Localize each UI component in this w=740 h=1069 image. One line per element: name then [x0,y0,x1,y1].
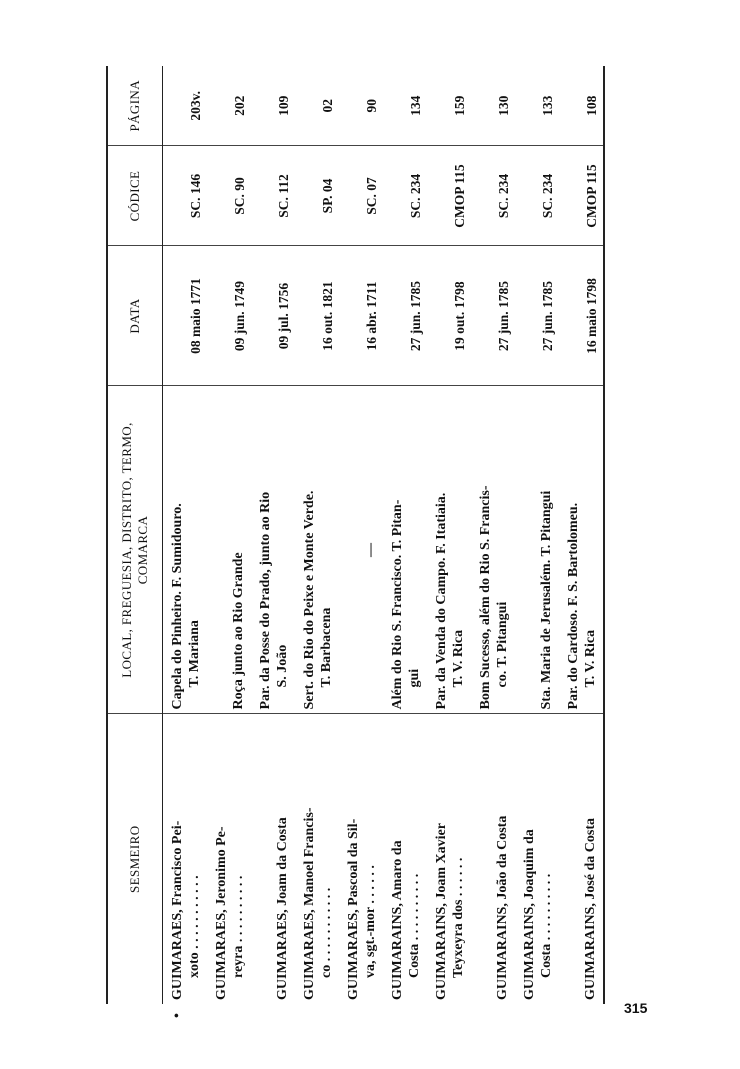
local-cell: Capela do Pinheiro. F. Sumidouro. T. Mariana [163,386,208,714]
table-row [163,66,208,1004]
date-cell: 27 jun. 1785 [471,246,515,386]
local-cell: Roça junto ao Rio Grande [207,386,251,714]
codice-cell: SC. 90 [207,146,251,246]
page-number: 315 [624,1000,648,1016]
codice-cell: CMOP 115 [427,146,471,246]
date-cell: 16 abr. 1711 [339,246,383,386]
date-cell: 09 jun. 1749 [207,246,251,386]
codice-cell: SC. 234 [383,146,427,246]
table-row [427,66,471,1004]
codice-cell: SC. 07 [339,146,383,246]
pagina-cell: 109 [251,66,295,146]
table-row [471,66,515,1004]
pagina-cell: 02 [295,66,339,146]
pagina-cell: 203v. [163,66,208,146]
pagina-cell: 130 [471,66,515,146]
header-local: LOCAL, FREGUESIA, DISTRITO, TERMO, COMARCA [107,386,163,714]
table-row [295,66,339,1004]
header-row [107,66,163,1004]
pagina-cell: 134 [383,66,427,146]
header-codice: CÓDICE [107,146,163,246]
codice-cell: SC. 112 [251,146,295,246]
date-cell: 27 jun. 1785 [383,246,427,386]
codice-cell: CMOP 115 [559,146,604,246]
codice-cell: SC. 234 [515,146,559,246]
pagina-cell: 202 [207,66,251,146]
header-sesmeiro: SESMEIRO [107,714,163,1004]
sesmeiro-cell: GUIMARAES, Joam da Costa [275,817,291,1000]
codice-cell: SC. 234 [471,146,515,246]
pagina-cell: 108 [559,66,604,146]
date-cell: 08 maio 1771 [163,246,208,386]
local-cell: Sta. Maria de Jerusalém. T. Pitangui [515,386,559,714]
sesmeiro-cell: GUIMARAES, Jeronimo Pe- reyra . . . . . . . . . . [214,826,247,1000]
sesmeiro-cell: GUIMARAES, Manoel Francis- co . . . . . . . . . . . [302,807,335,1000]
sesmeiro-cell: GUIMARAINS, Amaro da Costa . . . . . . . . . . [390,840,423,1000]
sesmeiro-cell: GUIMARAINS, Joam Xavier Teyxeyra dos . . . . . . [434,823,467,1000]
codice-cell: SP. 04 [295,146,339,246]
header-data: DATA [107,246,163,386]
sesmarias-table [106,66,605,1018]
date-cell: 16 out. 1821 [295,246,339,386]
sesmeiro-cell: • GUIMARAES, Francisco Pei- xoto . . . . . . . . . . . [170,820,203,1018]
pagina-cell: 133 [515,66,559,146]
table-row [515,66,559,1004]
table-row [339,66,383,1004]
date-cell: 16 maio 1798 [559,246,604,386]
local-cell: Além do Rio S. Francisco. T. Pitan- gui [383,386,427,714]
sesmeiro-cell: GUIMARAINS, João da Costa [495,815,511,1000]
sesmeiro-cell: GUIMARAES, Pascoal da Sil- va, sgt.-mor . . . . . . [346,818,379,1000]
table-row [251,66,295,1004]
table-row [383,66,427,1004]
local-cell: Par. da Venda do Campo. F. Itatiaia. T. V. Rica [427,386,471,714]
pagina-cell: 90 [339,66,383,146]
date-cell: 27 jun. 1785 [515,246,559,386]
date-cell: 09 jul. 1756 [251,246,295,386]
sesmeiro-cell: GUIMARAINS, Joaquim da Costa . . . . . . . . . . [522,829,555,1000]
local-cell: Par. do Cardoso. F. S. Bartolomeu. T. V. Rica [559,386,604,714]
local-cell: Bom Sucesso, além do Rio S. Francis- co. T. Pitangui [471,386,515,714]
local-cell: — [339,386,383,714]
sesmeiro-cell: GUIMARAINS, José da Costa [559,714,604,1004]
table-row [207,66,251,1004]
codice-cell: SC. 146 [163,146,208,246]
pagina-cell: 159 [427,66,471,146]
local-cell: Sert. do Rio do Peixe e Monte Verde. T. Barbacena [295,386,339,714]
header-pagina: PÁGINA [107,66,163,146]
table-row [559,66,604,1004]
date-cell: 19 out. 1798 [427,246,471,386]
local-cell: Par. da Posse do Prado, junto ao Rio S. João [251,386,295,714]
